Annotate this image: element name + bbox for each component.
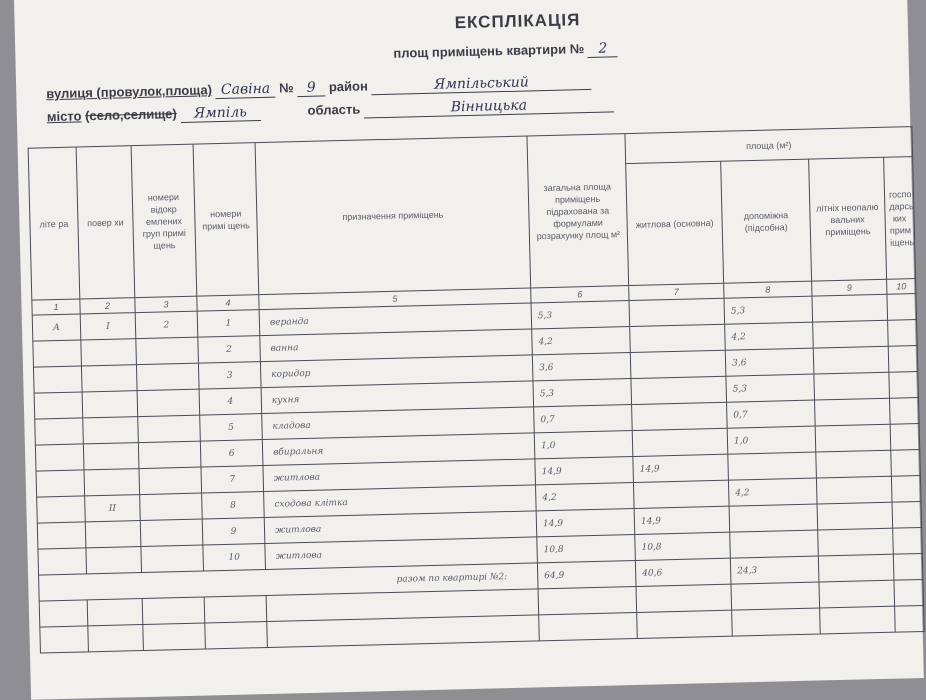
floor-cell bbox=[82, 391, 138, 418]
summer-area-cell bbox=[816, 450, 892, 478]
room-number-cell: 7 bbox=[201, 466, 264, 494]
district-label: район bbox=[328, 78, 369, 95]
room-number-cell: 3 bbox=[198, 362, 261, 390]
city-label: місто bbox=[46, 108, 82, 125]
column-number: 10 bbox=[887, 279, 916, 295]
column-number: 4 bbox=[197, 295, 259, 312]
other-area-cell bbox=[893, 553, 923, 580]
explication-table bbox=[28, 126, 925, 653]
liter-cell bbox=[33, 340, 82, 367]
aux-area-cell: 4,2 bbox=[728, 478, 817, 506]
total-area-cell: 1,0 bbox=[534, 431, 633, 459]
room-name-cell: веранда bbox=[259, 303, 532, 336]
other-area-cell bbox=[887, 294, 917, 321]
summer-area-cell bbox=[813, 346, 889, 374]
living-area-cell: 14,9 bbox=[633, 454, 729, 482]
section-cell bbox=[140, 493, 203, 521]
living-area-cell bbox=[629, 298, 725, 326]
header-purpose: призначення приміщень bbox=[255, 136, 531, 295]
summer-area-cell bbox=[814, 372, 890, 400]
header-summer: літніх неопалю вальних приміщень bbox=[809, 157, 887, 281]
living-area-cell bbox=[633, 480, 729, 508]
section-cell bbox=[139, 467, 202, 495]
document-sheet bbox=[14, 0, 924, 700]
room-name-cell: житлова bbox=[263, 459, 536, 492]
total-area-cell: 14,9 bbox=[535, 457, 634, 485]
room-name-cell: житлова bbox=[264, 511, 537, 544]
other-area-cell bbox=[892, 501, 922, 528]
total-area-cell: 0,7 bbox=[534, 405, 633, 433]
aux-area-cell bbox=[728, 452, 817, 480]
liter-cell bbox=[35, 444, 84, 471]
living-area-cell bbox=[632, 428, 728, 456]
city-value: Ямпіль bbox=[180, 104, 260, 123]
total-area-sum: 64,9 bbox=[537, 560, 636, 588]
floor-cell bbox=[85, 521, 141, 548]
summer-area-cell bbox=[817, 502, 893, 530]
section-cell bbox=[138, 415, 201, 443]
room-number-cell: 8 bbox=[202, 492, 265, 520]
living-area-cell bbox=[632, 402, 728, 430]
header-auxiliary: допоміжна (підсобна) bbox=[721, 159, 812, 283]
liter-cell bbox=[37, 496, 86, 523]
column-number: 8 bbox=[724, 281, 812, 298]
column-number: 9 bbox=[812, 279, 887, 296]
street-value: Савіна bbox=[215, 81, 275, 99]
street-label: вулиця (провулок,площа) bbox=[46, 82, 213, 102]
floor-cell bbox=[83, 443, 139, 470]
other-area-cell bbox=[891, 450, 921, 477]
liter-cell bbox=[38, 548, 87, 575]
aux-area-cell bbox=[730, 530, 819, 558]
column-number: 1 bbox=[32, 299, 80, 315]
total-area-cell: 14,9 bbox=[536, 509, 635, 537]
section-cell bbox=[141, 545, 204, 573]
floor-cell: І bbox=[80, 313, 136, 340]
section-cell bbox=[136, 337, 199, 365]
room-name-cell: вбиральня bbox=[262, 433, 535, 466]
floor-cell bbox=[83, 417, 139, 444]
floor-cell: ІІ bbox=[85, 495, 141, 522]
aux-area-sum: 24,3 bbox=[730, 556, 819, 584]
region-value: Вінницька bbox=[364, 95, 614, 118]
column-number: 7 bbox=[629, 283, 724, 300]
room-number-cell: 5 bbox=[200, 414, 263, 442]
total-label: разом по квартирі №2: bbox=[39, 563, 538, 601]
room-number-cell: 6 bbox=[200, 440, 263, 468]
header-liter: літе ра bbox=[28, 147, 80, 300]
subtitle-line bbox=[393, 40, 618, 62]
summer-area-cell bbox=[815, 424, 891, 452]
living-area-cell bbox=[631, 376, 727, 404]
header-floor: повер хи bbox=[76, 146, 135, 299]
header-section: номери відокр емлених груп примі щень bbox=[131, 144, 197, 297]
room-name-cell: сходова клітка bbox=[264, 485, 537, 518]
room-name-cell: кладова bbox=[262, 407, 535, 440]
subtitle: площ приміщень квартири № bbox=[393, 41, 585, 61]
living-area-cell: 10,8 bbox=[635, 532, 731, 560]
liter-cell bbox=[33, 366, 82, 393]
living-area-sum: 40,6 bbox=[635, 558, 731, 586]
section-cell bbox=[136, 363, 199, 391]
column-number: 5 bbox=[259, 288, 531, 310]
summer-area-cell bbox=[815, 398, 891, 426]
aux-area-cell: 4,2 bbox=[725, 322, 814, 350]
other-area-cell bbox=[893, 527, 923, 554]
other-area-cell bbox=[891, 475, 921, 502]
section-cell bbox=[140, 519, 203, 547]
total-area-cell: 5,3 bbox=[531, 301, 630, 329]
district-value: Ямпільський bbox=[371, 73, 591, 95]
floor-cell bbox=[81, 365, 137, 392]
room-name-cell: ванна bbox=[260, 329, 533, 362]
aux-area-cell: 0,7 bbox=[727, 400, 816, 428]
floor-cell bbox=[86, 547, 142, 574]
summer-area-cell bbox=[813, 320, 889, 348]
room-number-cell: 2 bbox=[198, 336, 261, 364]
total-area-cell: 3,6 bbox=[532, 353, 631, 381]
region-label: область bbox=[307, 101, 361, 118]
summer-area-cell bbox=[812, 294, 888, 322]
room-number-cell: 4 bbox=[199, 388, 262, 416]
other-area-cell bbox=[889, 372, 919, 399]
total-area-cell: 4,2 bbox=[532, 327, 631, 355]
summer-area-cell bbox=[818, 554, 894, 582]
total-area-cell: 4,2 bbox=[536, 483, 635, 511]
room-name-cell: житлова bbox=[265, 537, 538, 570]
liter-cell bbox=[37, 522, 86, 549]
summer-area-cell bbox=[816, 476, 892, 504]
other-area-cell bbox=[888, 346, 918, 373]
aux-area-cell: 1,0 bbox=[727, 426, 816, 454]
room-name-cell: коридор bbox=[260, 355, 533, 388]
house-label: № bbox=[278, 80, 294, 96]
room-name-cell: кухня bbox=[261, 381, 534, 414]
room-number-cell: 9 bbox=[202, 518, 265, 546]
other-area-cell bbox=[889, 398, 919, 425]
header-living: житлова (основна) bbox=[626, 161, 724, 285]
floor-cell bbox=[84, 469, 140, 496]
room-number-cell: 10 bbox=[203, 544, 266, 572]
other-area-cell bbox=[890, 424, 920, 451]
section-cell: 2 bbox=[135, 311, 198, 339]
aux-area-cell: 5,3 bbox=[724, 296, 813, 324]
aux-area-cell bbox=[729, 504, 818, 532]
header-area-group: площа (м²) bbox=[625, 127, 913, 164]
column-number: 2 bbox=[80, 298, 135, 314]
liter-cell bbox=[34, 392, 83, 419]
floor-cell bbox=[81, 339, 137, 366]
aux-area-cell: 3,6 bbox=[725, 348, 814, 376]
apartment-number: 2 bbox=[588, 40, 618, 58]
section-cell bbox=[138, 441, 201, 469]
section-cell bbox=[137, 389, 200, 417]
other-area-cell bbox=[888, 320, 918, 347]
living-area-cell bbox=[630, 350, 726, 378]
liter-cell bbox=[36, 470, 85, 497]
header-other: госпо дарсь ких прим іщень bbox=[884, 157, 916, 280]
header-room-number: номери примі щень bbox=[193, 143, 259, 296]
column-number: 3 bbox=[135, 296, 197, 313]
city-alt-label: (село,селище) bbox=[84, 106, 177, 124]
aux-area-cell: 5,3 bbox=[726, 374, 815, 402]
house-value: 9 bbox=[297, 79, 325, 97]
living-area-cell: 14,9 bbox=[634, 506, 730, 534]
column-number: 6 bbox=[531, 286, 629, 303]
liter-cell: А bbox=[32, 314, 81, 341]
document-title: ЕКСПЛІКАЦІЯ bbox=[454, 10, 581, 33]
total-area-cell: 10,8 bbox=[537, 534, 636, 562]
header-total-area: загальна площа приміщень підрахована за формулами розрахунку площ м² bbox=[527, 134, 629, 288]
total-area-cell: 5,3 bbox=[533, 379, 632, 407]
liter-cell bbox=[35, 418, 84, 445]
living-area-cell bbox=[630, 324, 726, 352]
room-number-cell: 1 bbox=[197, 310, 260, 338]
summer-area-cell bbox=[818, 528, 894, 556]
